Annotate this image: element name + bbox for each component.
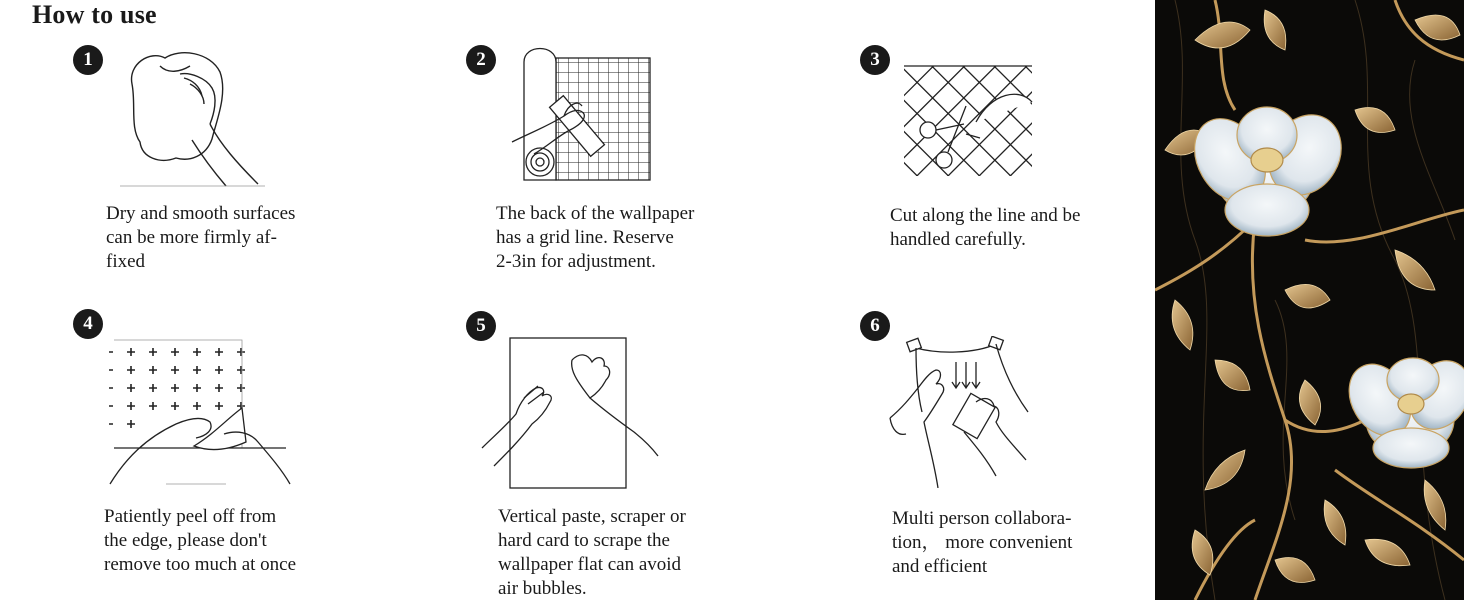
caption-line: Vertical paste, scraper or xyxy=(498,506,686,527)
step-2-caption xyxy=(496,202,694,274)
step-1-number-badge: 1 xyxy=(73,45,103,75)
caption-line: can be more firmly af- xyxy=(106,227,277,248)
step-4-caption xyxy=(104,505,296,577)
step-6-number-badge: 6 xyxy=(860,311,890,341)
peel-backing-icon xyxy=(106,338,296,486)
caption-line: Patiently peel off from xyxy=(104,506,277,527)
step-1-caption xyxy=(106,202,295,274)
caption-line: Cut along the line and be xyxy=(890,205,1081,226)
caption-line: the edge, please don't xyxy=(104,530,267,551)
caption-line: The back of the wallpaper xyxy=(496,203,695,224)
caption-line: tion， more convenient xyxy=(892,532,1073,553)
caption-line: has a grid line. Reserve xyxy=(496,227,674,248)
caption-line: 2-3in for adjustment. xyxy=(496,251,656,272)
caption-line: Dry and smooth surfaces xyxy=(106,203,296,224)
step-2-number-badge: 2 xyxy=(466,45,496,75)
caption-line: Multi person collabora- xyxy=(892,508,1072,529)
caption-line: fixed xyxy=(106,251,146,272)
step-6-caption xyxy=(892,507,1072,579)
caption-line: remove too much at once xyxy=(104,554,297,575)
page-title: How to use xyxy=(32,0,157,29)
caption-line: hard card to scrape the xyxy=(498,530,670,551)
team-hanging-icon xyxy=(888,336,1034,488)
caption-line: and efficient xyxy=(892,556,988,577)
floral-wallpaper-image xyxy=(1155,0,1464,600)
wiping-surface-icon xyxy=(120,44,265,190)
step-4-number-badge: 4 xyxy=(73,309,103,339)
step-5-number-badge: 5 xyxy=(466,311,496,341)
step-3-caption xyxy=(890,204,1080,252)
caption-line: air bubbles. xyxy=(498,578,587,599)
caption-line: handled carefully. xyxy=(890,229,1026,250)
caption-line: wallpaper flat can avoid xyxy=(498,554,682,575)
cut-scissors-icon xyxy=(900,62,1040,180)
measure-wallpaper-icon xyxy=(508,42,658,184)
smooth-wallpaper-icon xyxy=(480,336,660,492)
step-5-caption xyxy=(498,505,686,601)
step-3-number-badge: 3 xyxy=(860,45,890,75)
